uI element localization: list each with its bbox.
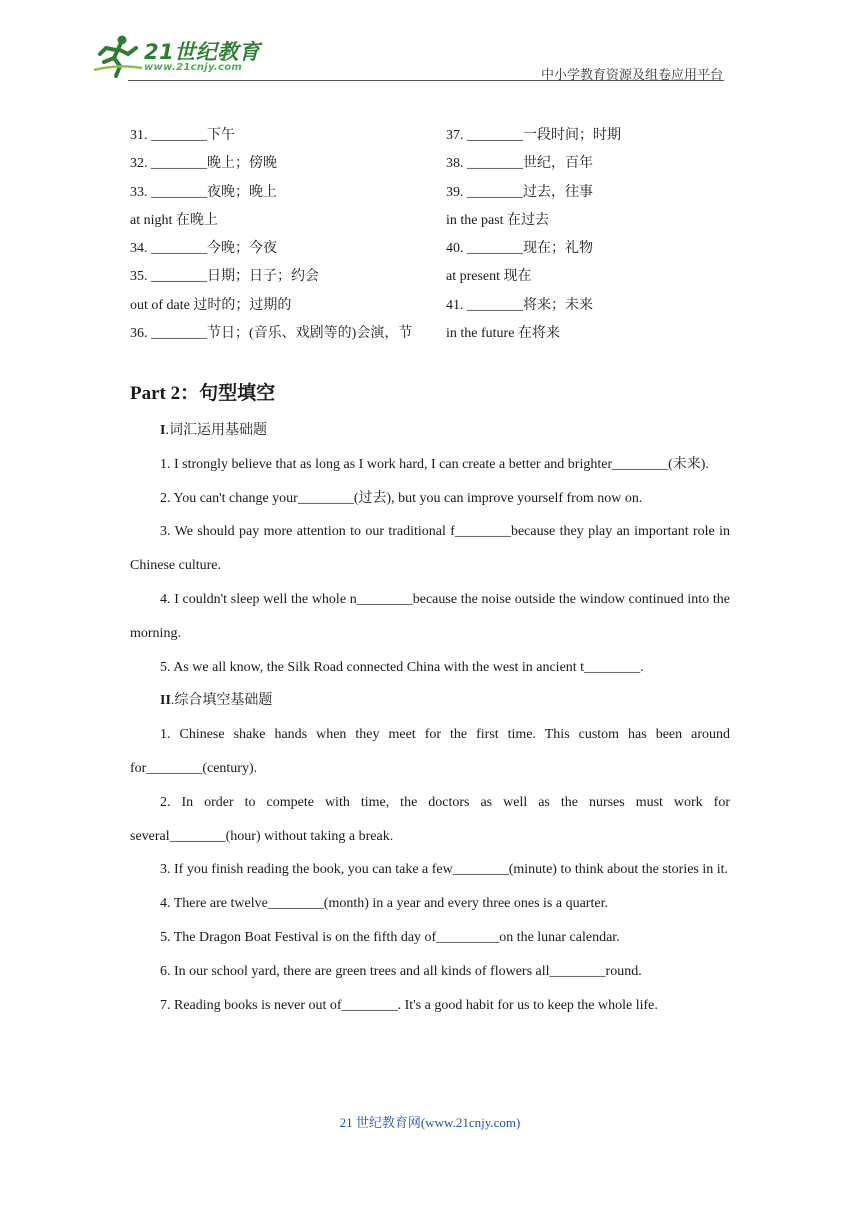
section-title: .综合填空基础题 [170, 693, 273, 709]
vocab-item: 36. ________节日；(音乐、戏剧等的)会演，节 [130, 326, 413, 342]
page-header [0, 0, 860, 90]
vocab-item: at present 现在 [446, 269, 532, 285]
question: 5. The Dragon Boat Festival is on the fifth day of_________on the lunar calendar. [160, 929, 620, 945]
question: 3. We should pay more attention to our traditional f________because they play an important role in Chinese culture. [130, 524, 730, 574]
vocab-column-right [446, 122, 736, 348]
vocab-item: 33. ________夜晚；晚上 [130, 184, 277, 200]
section-title: .词汇运用基础题 [165, 423, 267, 438]
vocab-item: 41. ________将来；未来 [446, 297, 593, 313]
logo-text: 21世纪教育 [144, 40, 261, 64]
section-heading [130, 414, 730, 448]
vocab-item: at night 在晚上 [130, 212, 218, 228]
runner-logo-icon [92, 34, 144, 78]
vocab-item: 34. ________今晚；今夜 [130, 241, 277, 257]
logo-url: www.21cnjy.com [144, 62, 243, 73]
vocab-column-left [130, 122, 430, 348]
question: 5. As we all know, the Silk Road connected China with the west in ancient t________. [160, 659, 644, 675]
vocab-item: 40. ________现在；礼物 [446, 241, 593, 257]
question: 4. There are twelve________(month) in a year and every three ones is a quarter. [160, 896, 608, 912]
vocab-item: out of date 过时的；过期的 [130, 297, 292, 313]
site-logo [92, 34, 262, 78]
vocab-item: 37. ________一段时间；时期 [446, 128, 621, 143]
section-heading [130, 684, 730, 718]
question: 7. Reading books is never out of________. It's a good habit for us to keep the whole life. [160, 997, 658, 1013]
vocab-item: 39. ________过去，往事 [446, 184, 593, 200]
question: 1. Chinese shake hands when they meet for the first time. This custom has been around for________(century). [130, 727, 730, 776]
vocab-item: in the future 在将来 [446, 326, 560, 342]
vocab-item: 35. ________日期；日子；约会 [130, 269, 319, 285]
question: 2. You can't change your________(过去), but you can improve yourself from now on. [160, 490, 643, 506]
section-number: II [160, 693, 171, 709]
part-title: Part 2：句型填空 [130, 383, 276, 404]
section-number: I [160, 423, 166, 438]
header-tagline: 中小学教育资源及组卷应用平台 [540, 67, 723, 82]
vocab-item: 38. ________世纪，百年 [446, 156, 593, 172]
header-divider [128, 80, 724, 81]
vocab-item: in the past 在过去 [446, 212, 550, 228]
question: 3. If you finish reading the book, you can take a few________(minute) to think about the stories in it. [160, 862, 729, 878]
question: 6. In our school yard, there are green trees and all kinds of flowers all________round. [160, 963, 642, 979]
page-footer: 21 世纪教育网(www.21cnjy.com) [339, 1115, 521, 1130]
question: 1. I strongly believe that as long as I work hard, I can create a better and brighter________(未来). [160, 456, 709, 472]
section-vocabulary [130, 414, 730, 1022]
question: 4. I couldn't sleep well the whole n________because the noise outside the window continued into the morning. [130, 591, 730, 641]
vocab-item: 31. ________下午 [130, 128, 235, 143]
question: 2. In order to compete with time, the doctors as well as the nurses must work for several________(hour) without taking a break. [130, 794, 730, 844]
vocab-item: 32. ________晚上；傍晚 [130, 156, 277, 172]
